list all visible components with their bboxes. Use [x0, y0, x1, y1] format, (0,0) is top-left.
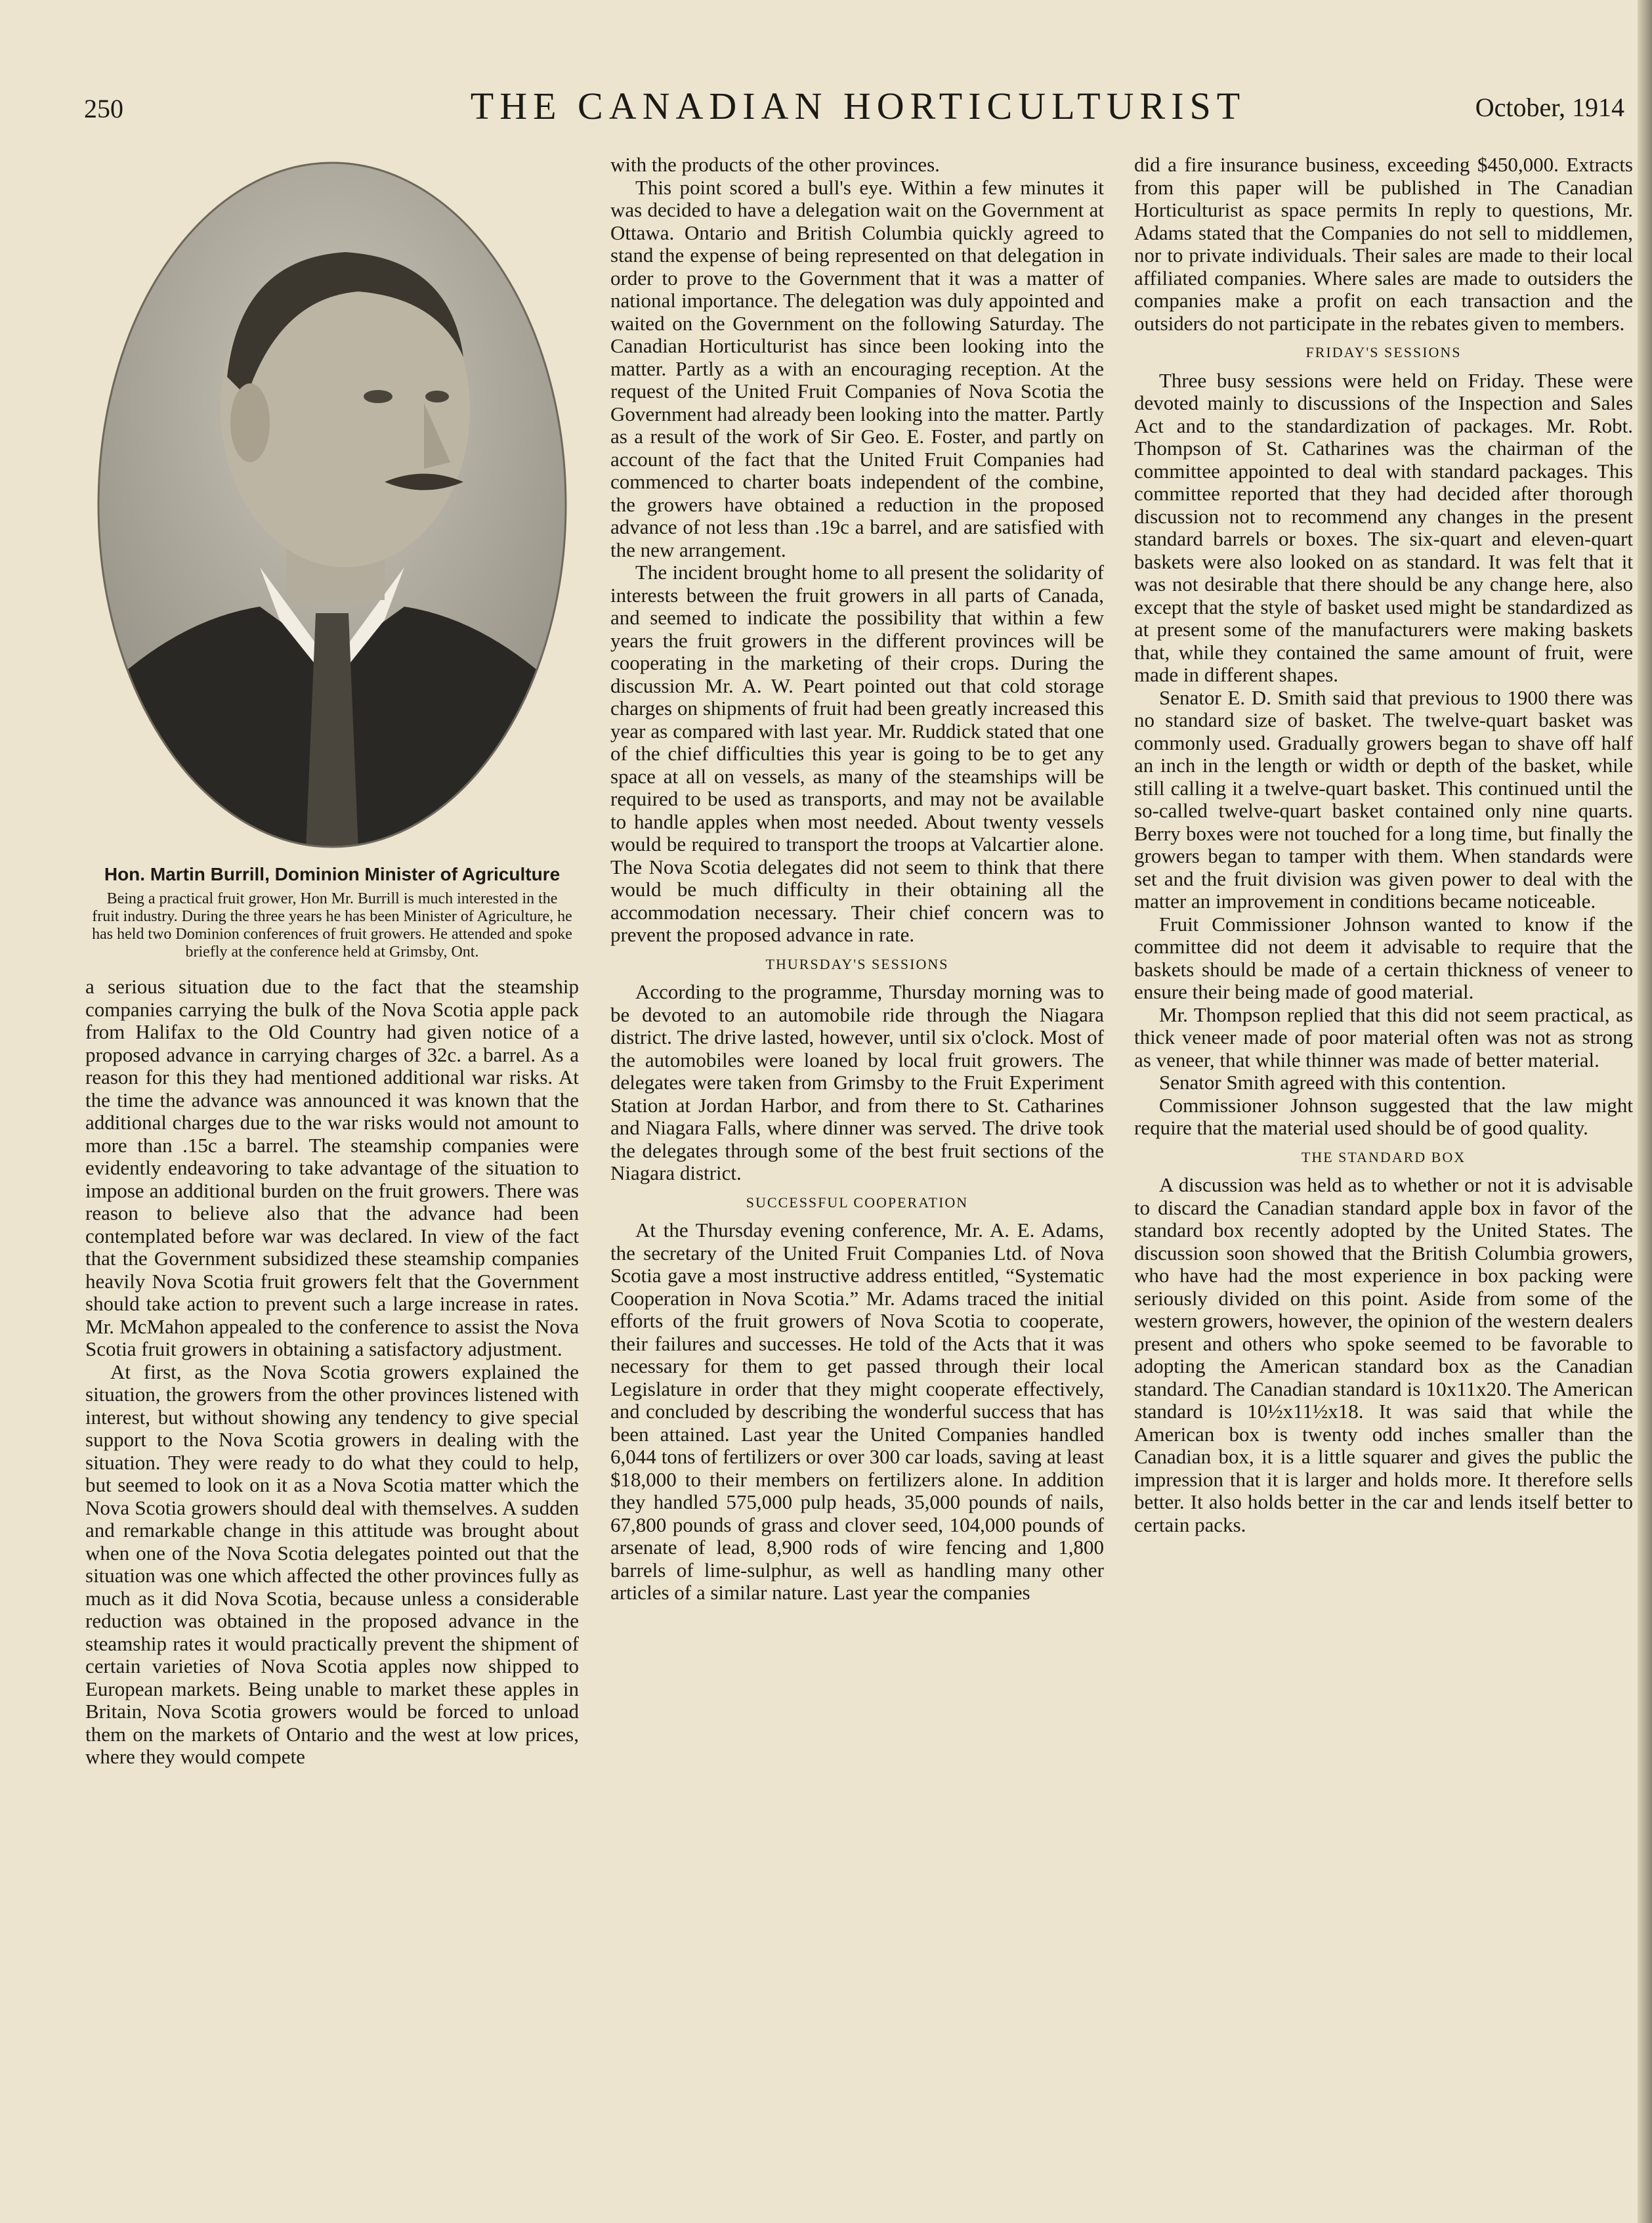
col2-paragraph-5: At the Thursday evening conference, Mr. A. E. Adams, the secretary of the United Fruit Companies Ltd. of Nova Scotia gave a most instructive address entitled, “Systematic Cooperation in Nova Scotia.” Mr. Adams traced the initial efforts of the fruit growers of Nova Scotia to cooperate, their failures and successes. He told of the Acts that it was necessary for them to get passed through their local Legislature in order that they might cooperate effectively, and concluded by describing the wonderful success that has been attained. Last year the United Companies handled 6,044 tons of fertilizers or over 300 car loads, saving at least $18,000 to their members on fertilizers alone. In addition they handled 575,000 pulp heads, 35,000 pounds of nails, 67,800 pounds of grass and clover seed, 104,000 pounds of arsenate of lead, 8,900 rods of wire fencing and 1,800 barrels of lime-sulphur, as well as handling many other articles of a similar nature. Last year the companies [610, 1219, 1104, 1604]
column-1 [85, 152, 579, 1769]
section-heading-standard-box: THE STANDARD BOX [1301, 1148, 1466, 1165]
publication-title: THE CANADIAN HORTICULTURIST [470, 85, 1246, 127]
figure-caption-title: Hon. Martin Burrill, Dominion Minister of Agriculture [104, 864, 561, 884]
issue-date: October, 1914 [1475, 93, 1624, 122]
col3-paragraph-6: Senator Smith agreed with this contention. [1159, 1071, 1506, 1094]
page-number: 250 [84, 94, 123, 123]
portrait-oval [96, 160, 568, 850]
col2-paragraph-2: This point scored a bull's eye. Within a few minutes it was decided to have a delegation wait on the Government at Ottawa. Ontario and British Columbia quickly agreed to stand the expense of being represented on that delegation in order to prove to the Government that it was a matter of national importance. The delegation was duly appointed and waited on the Government on the following Saturday. The Canadian Horticulturist has since been looking into the matter. Partly as a with an encouraging reception. At the request of the United Fruit Companies of Nova Scotia the Government had already been looking into the matter. Partly as a result of the work of Sir Geo. E. Foster, and partly on account of the fact that the United Fruit Companies had commenced to charter boats independent of the combine, the growers have obtained a reduction in the proposed advance of not less than .19c a barrel, and are satisfied with the new arrangement. [610, 175, 1104, 561]
figure-caption-body: Being a practical fruit grower, Hon Mr. Burrill is much interested in the fruit industry. During the three years he has been Minister of Agriculture, he has held two Dominion conferences of fruit growers. He attended and spoke briefly at the conference held at Grimsby, Ont. [92, 890, 572, 960]
section-heading-cooperation: SUCCESSFUL COOPERATION [746, 1194, 969, 1211]
col3-paragraph-5: Mr. Thompson replied that this did not seem practical, as thick veneer made of poor material often was not as strong as veneer, that while thinner was made of better material. [1134, 1003, 1633, 1071]
page-edge [1638, 0, 1652, 2223]
col3-paragraph-2: Three busy sessions were held on Friday. These were devoted mainly to discussions of the Inspection and Sales Act and to the standardization of packages. Mr. Robt. Thompson of St. Catharines was the chairman of the committee appointed to deal with standard packages. This committee reported that they had decided after thorough discussion not to recommend any changes in the present standard barrels or boxes. The six-quart and eleven-quart baskets were also looked on as standard. It was felt that it was not desirable that there should be any change here, also except that the style of basket used might be standardized as at present some of the manufacturers were making baskets that, while they contained the same amount of fruit, were made in different shapes. [1134, 368, 1633, 686]
col2-paragraph-4: According to the programme, Thursday morning was to be devoted to an automobile ride through the Niagara district. The drive lasted, however, until six o'clock. Most of the automobiles were loaned by local fruit growers. The delegates were taken from Grimsby to the Fruit Experiment Station at Jordan Harbor, and from there to St. Catharines and Niagara Falls, where dinner was served. The drive took the delegates through some of the best fruit sections of the Niagara district. [610, 980, 1104, 1184]
section-heading-friday: FRIDAY'S SESSIONS [1305, 344, 1462, 360]
page-header [84, 84, 1632, 130]
col3-paragraph-4: Fruit Commissioner Johnson wanted to know if the committee did not deem it advisable to require that the baskets should be made of a certain thickness of veneer to ensure their being made of good material. [1134, 912, 1633, 1003]
col2-paragraph-1: with the products of the other provinces. [610, 153, 940, 176]
column-3 [1134, 154, 1633, 1536]
col1-paragraph-1: a serious situation due to the fact that the steamship companies carrying the bulk of the Nova Scotia apple pack from Halifax to the Old Country had given notice of a proposed advance in carrying charges of 32c. a barrel. As a reason for this they had mentioned additional war risks. At the time the advance was announced it was known that the additional charges due to the war risks would not amount to more than .15c a barrel. The steamship companies were evidently endeavoring to take advantage of the situation to impose an additional burden on the fruit growers. There was reason to believe also that the advance had been contemplated before war was declared. In view of the fact that the Government subsidized these steamship companies heavily Nova Scotia fruit growers felt that the Government should take action to prevent such a large increase in rates. Mr. McMahon appealed to the conference to assist the Nova Scotia fruit growers in obtaining a satisfactory adjustment. [85, 975, 579, 1360]
col3-paragraph-3: Senator E. D. Smith said that previous to 1900 there was no standard size of basket. The twelve-quart basket was commonly used. Gradually growers began to shave off half an inch in the length or width or depth of the basket, while still calling it a twelve-quart basket. This continued until the so-called twelve-quart basket contained only nine quarts. Berry boxes were not touched for a long time, but finally the growers began to tamper with them. When standards were set and the fruit division was given power to deal with the matter an improvement in conditions became noticeable. [1134, 685, 1633, 913]
col3-paragraph-1: did a fire insurance business, exceeding $450,000. Extracts from this paper will be published in The Canadian Horticulturist as space permits In reply to questions, Mr. Adams stated that the Companies do not sell to middlemen, nor to private individuals. Their sales are made to their local affiliated companies. Where sales are made to outsiders the companies make a profit on each transaction and the outsiders do not participate in the rebates given to members. [1134, 153, 1633, 335]
col3-paragraph-8: A discussion was held as to whether or not it is advisable to discard the Canadian standard apple box in favor of the standard box recently adopted by the United States. The discussion soon showed that the British Columbia growers, who have had the most experience in box packing were seriously divided on this point. Aside from some of the western growers, however, the opinion of the western dealers present and others who spoke seemed to be favorable to adopting the American standard box as the Canadian standard. The Canadian standard is 10x11x20. The American standard is 10½x11½x18. It was said that while the American box is twenty odd inches smaller than the Canadian box, it is a little squarer and gives the public the impression that it is larger and holds more. It therefore sells better. It also holds better in the car and lends itself better to certain packs. [1134, 1173, 1633, 1536]
col3-paragraph-7: Commissioner Johnson suggested that the law might require that the material used should be of good quality. [1134, 1093, 1633, 1139]
col2-paragraph-3: The incident brought home to all present the solidarity of interests between the fruit growers in all parts of Canada, and seemed to indicate the possibility that within a few years the fruit growers in the different provinces will be cooperating in the marketing of their crops. During the discussion Mr. A. W. Peart pointed out that cold storage charges on shipments of fruit had been greatly increased this year as compared with last year. Mr. Ruddick stated that one of the chief difficulties this year is going to be to get any space at all on vessels, as many of the steamships will be required to be used as transports, and may not be available to handle apples when most needed. About twenty vessels would be required to transport the troops at Valcartier alone. The Nova Scotia delegates did not seem to think that there would be much difficulty in their obtaining all the accommodation necessary. Their chief concern was to prevent the proposed advance in rate. [610, 561, 1104, 946]
column-2 [610, 154, 1104, 1605]
col1-paragraph-2: At first, as the Nova Scotia growers explained the situation, the growers from the other provinces listened with interest, but without showing any tendency to give special support to the Nova Scotia growers in dealing with the situation. They were ready to do what they could to help, but seemed to look on it as a Nova Scotia matter which the Nova Scotia growers should deal with themselves. A sudden and remarkable change in this attitude was brought about when one of the Nova Scotia delegates pointed out that the situation was one which affected the other provinces fully as much as it did Nova Scotia, because unless a considerable reduction was obtained in the proposed advance in the steamship rates it would practically prevent the shipment of certain varieties of Nova Scotia apples now shipped to European markets. Being unable to market these apples in Britain, Nova Scotia growers would be forced to unload them on the markets of Ontario and the west at low prices, where they would compete [85, 1360, 579, 1768]
portrait-photo [96, 160, 568, 850]
section-heading-thursday: THURSDAY'S SESSIONS [765, 955, 949, 972]
